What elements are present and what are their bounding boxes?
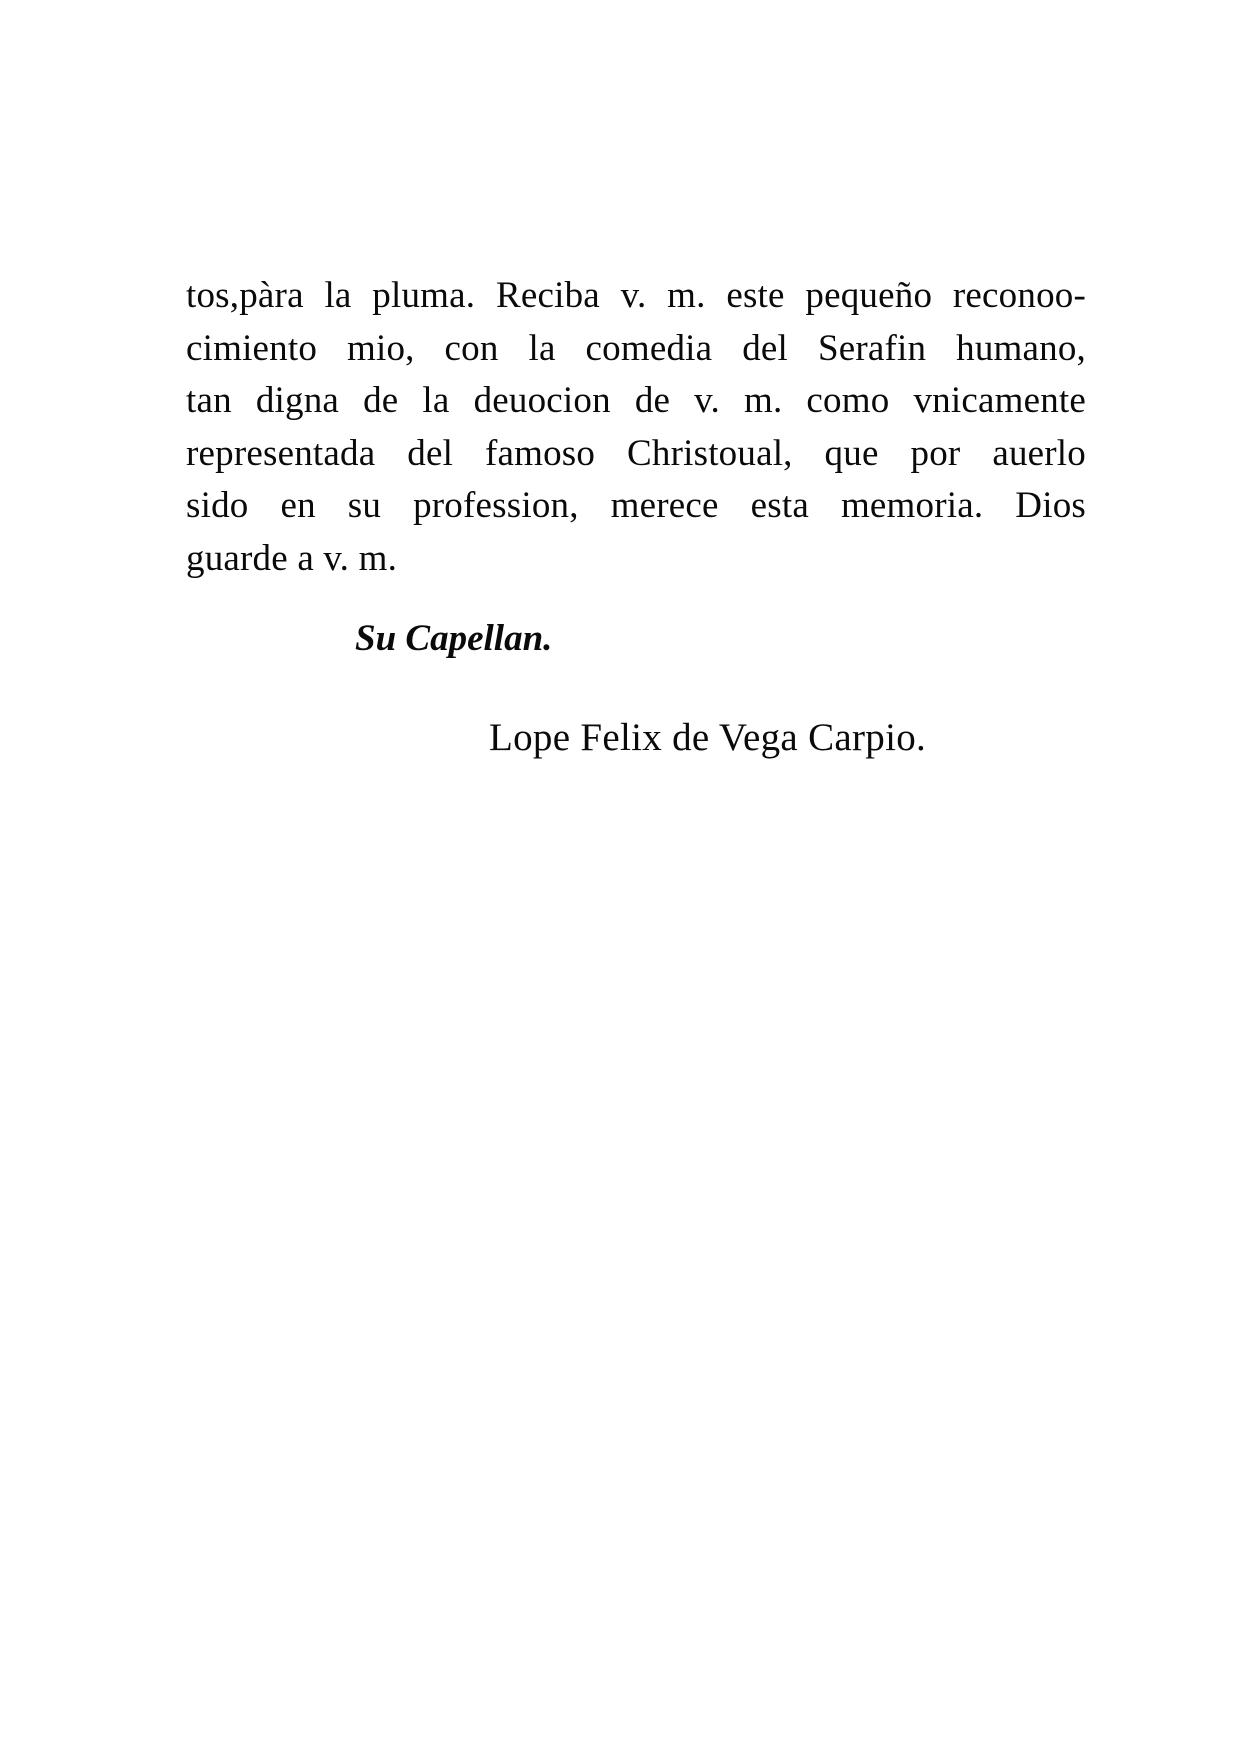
dedication-paragraph [186, 270, 1086, 585]
paragraph-line: tos,pàra la pluma. Reciba v. m. este pequeño reconoo- [186, 275, 1086, 316]
paragraph-line: representada del famoso Christoual, que por auerlo [186, 432, 1086, 474]
paragraph-line: tan digna de la deuocion de v. m. como vnicamente [186, 380, 1086, 421]
signature-line: Su Capellan. [355, 618, 553, 659]
paragraph-line: sido en su profession, merece esta memoria. Dios [186, 485, 1086, 526]
paragraph-line: cimiento mio, con la comedia del Serafin humano, [186, 327, 1086, 369]
author-name: Lope Felix de Vega Carpio. [489, 716, 927, 759]
paragraph-line: guarde a v. m. [186, 537, 398, 579]
